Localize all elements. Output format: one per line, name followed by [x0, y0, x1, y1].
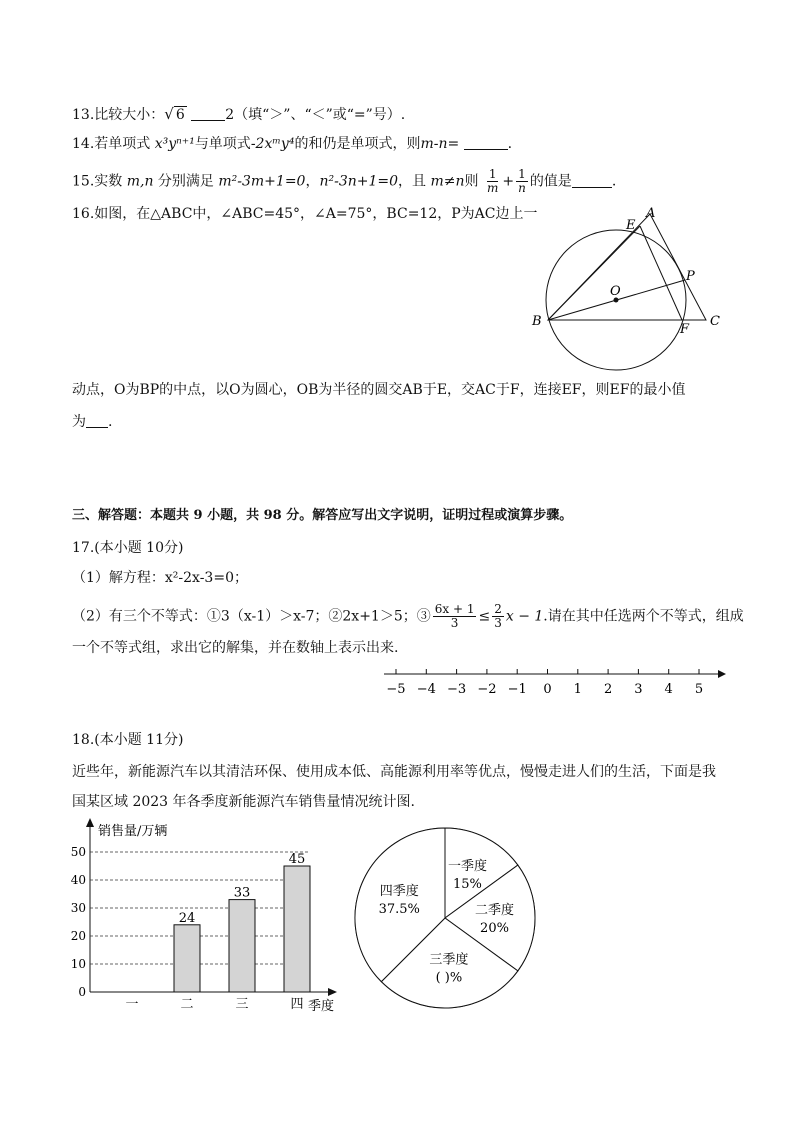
sqrt-sign: √ [164, 105, 174, 123]
y-tick-label: 50 [70, 845, 86, 859]
number-line-arrow-icon [718, 670, 726, 678]
y-tick-label: 10 [70, 957, 86, 971]
inequality-3-rest: x − 1 [505, 608, 544, 625]
frac-denominator: m [486, 181, 499, 195]
label-b: B [532, 314, 542, 329]
q13-text-b: （填“＞”、“＜”或“=”号）. [234, 107, 406, 123]
q14-expr: m-n [420, 136, 448, 152]
frac-denominator: 3 [450, 616, 459, 630]
frac-numerator: 1 [488, 167, 497, 181]
y-axis-label: 销售量/万辆 [98, 824, 168, 839]
number-line-tick-label: 1 [573, 682, 582, 697]
question-16-line-2: 动点，O为BP的中点，以O为圆心，OB为半径的圆交AB于E，交AC于F，连接EF，则EF的最小值 [72, 382, 686, 398]
number-line-tick-label: −1 [507, 682, 527, 697]
number-line [380, 662, 730, 702]
label-f: F [680, 322, 690, 337]
question-14 [72, 134, 512, 154]
q16-geometry-figure [520, 200, 730, 375]
fraction-1-over-m [485, 168, 500, 195]
q15-text-a: 实数 [94, 173, 127, 190]
y-tick-label: 20 [70, 929, 86, 943]
pie-slice-value-label: ( )% [435, 970, 463, 986]
q17-part-1: （1）解方程：x²-2x-3=0； [72, 570, 248, 586]
number-line-tick-label: −3 [447, 682, 467, 697]
frac-denominator: 3 [494, 616, 502, 630]
x-tick-label: 三 [235, 997, 249, 1012]
q15-text-c: ，且 [398, 173, 431, 190]
answer-blank-16[interactable] [86, 413, 108, 428]
bar [174, 925, 200, 992]
question-16-line-3 [72, 412, 112, 432]
bar [229, 900, 255, 992]
number-line-tick-label: 0 [543, 682, 552, 697]
sqrt-radicand: 6 [175, 107, 185, 123]
q17-part2-text-b: .请在其中任选两个不等式，组成 [543, 608, 744, 625]
pie-chart-quarter-share [350, 818, 550, 1018]
pie-slice-label: 二季度 [474, 903, 515, 918]
q14-number: 14. [72, 136, 95, 152]
label-a: A [646, 206, 656, 221]
y-axis-arrow-icon [86, 818, 94, 827]
y-tick-label: 40 [70, 873, 86, 887]
q13-rhs: 2 [225, 107, 235, 123]
q15-number: 15. [72, 173, 95, 190]
bar [284, 866, 310, 992]
q15-sep: ， [305, 173, 320, 190]
x-tick-label: 二 [180, 997, 194, 1012]
answer-blank-13[interactable] [191, 106, 225, 121]
segment-eb [548, 226, 640, 320]
q16-line3-text: 为 [72, 414, 86, 430]
x-tick-label: 一 [125, 997, 139, 1012]
le-sign: ≤ [478, 608, 491, 625]
fraction-1-over-n [516, 168, 528, 195]
frac-denominator: n [518, 181, 526, 195]
x-tick-label: 四 [290, 997, 304, 1012]
number-line-tick-label: −4 [416, 682, 436, 697]
bar-value-label: 24 [178, 910, 196, 926]
question-13 [72, 104, 405, 125]
q15-equation-1: m²-3m+1=0 [218, 173, 306, 190]
answer-blank-14[interactable] [464, 135, 508, 150]
label-e: E [626, 218, 636, 233]
bar-chart-sales [60, 815, 360, 1015]
number-line-tick-label: −2 [477, 682, 497, 697]
q18-header: 18.(本小题 11分) [72, 732, 184, 748]
inequality-3-fraction-left [433, 603, 477, 630]
q15-condition: m≠n [430, 173, 465, 190]
label-p: P [686, 269, 695, 284]
q14-text-b: 与单项式 [194, 136, 251, 152]
q15-text-e: 的值是 [529, 173, 572, 190]
number-line-ticks [386, 669, 703, 697]
pie-slice-value-label: 15% [453, 876, 482, 892]
section-3-heading: 三、解答题：本题共 9 小题，共 98 分。解答应写出文字说明，证明过程或演算步骤。 [72, 508, 573, 523]
q17-part-2 [72, 603, 744, 630]
pie-slice-value-label: 20% [480, 921, 509, 936]
pie-slice-label: 一季度 [447, 858, 487, 874]
q13-text-a: 比较大小： [94, 107, 165, 123]
question-15 [72, 168, 616, 195]
pie-slice-label: 四季度 [379, 884, 419, 900]
q17-part2-text-a: （2）有三个不等式：①3（x-1）＞x-7；②2x+1＞5；③ [72, 608, 431, 625]
q14-text-a: 若单项式 [94, 136, 155, 152]
number-line-tick-label: 4 [664, 682, 673, 697]
q15-text-d: 则 [464, 173, 479, 190]
q16-end: . [108, 414, 113, 430]
pie-slice-value-label: 37.5% [378, 902, 420, 918]
answer-blank-15[interactable] [572, 173, 612, 188]
frac-numerator: 6x + 1 [434, 602, 475, 616]
q15-end: . [611, 173, 617, 190]
q15-text-b: 分别满足 [153, 173, 219, 190]
monomial-2: -2xᵐy⁴ [250, 136, 295, 152]
x-axis-label: 季度 [307, 999, 334, 1014]
q18-paragraph-2: 国某区域 2023 年各季度新能源汽车销售量情况统计图. [72, 794, 415, 810]
x-axis-arrow-icon [328, 988, 337, 996]
pie-slice-label: 三季度 [429, 952, 469, 968]
q18-paragraph-1: 近些年，新能源汽车以其清洁环保、使用成本低、高能源利用率等优点，慢慢走进人们的生活，下面是我 [72, 764, 716, 780]
q15-vars: m,n [126, 173, 154, 190]
bar-value-label: 33 [233, 885, 251, 901]
label-o: O [610, 284, 621, 299]
label-c: C [710, 314, 720, 329]
q13-number: 13. [72, 107, 95, 123]
q17-part-2-cont: 一个不等式组，求出它的解集，并在数轴上表示出来. [72, 640, 399, 656]
number-line-tick-label: −5 [386, 682, 406, 697]
number-line-tick-label: 2 [603, 682, 613, 697]
frac-numerator: 2 [494, 602, 502, 616]
question-16-line-1: 16.如图，在△ABC中，∠ABC=45°，∠A=75°，BC=12，P为AC边上一 [72, 206, 538, 222]
plus-sign: + [502, 173, 515, 190]
inequality-3-fraction-right [492, 603, 504, 630]
y-tick-label: 0 [78, 985, 86, 999]
bar-value-label: 45 [288, 852, 306, 867]
number-line-tick-label: 3 [634, 682, 643, 697]
q14-end: . [507, 136, 513, 152]
q17-header: 17.(本小题 10分) [72, 540, 184, 556]
y-tick-label: 30 [70, 901, 86, 915]
segment-ef [640, 226, 682, 320]
frac-numerator: 1 [518, 167, 526, 181]
monomial-1: x³yⁿ⁺¹ [154, 136, 195, 152]
q14-text-c: 的和仍是单项式，则 [294, 136, 421, 152]
q14-text-d: = [447, 136, 460, 152]
number-line-tick-label: 5 [694, 682, 704, 697]
q15-equation-2: n²-3n+1=0 [319, 173, 399, 190]
